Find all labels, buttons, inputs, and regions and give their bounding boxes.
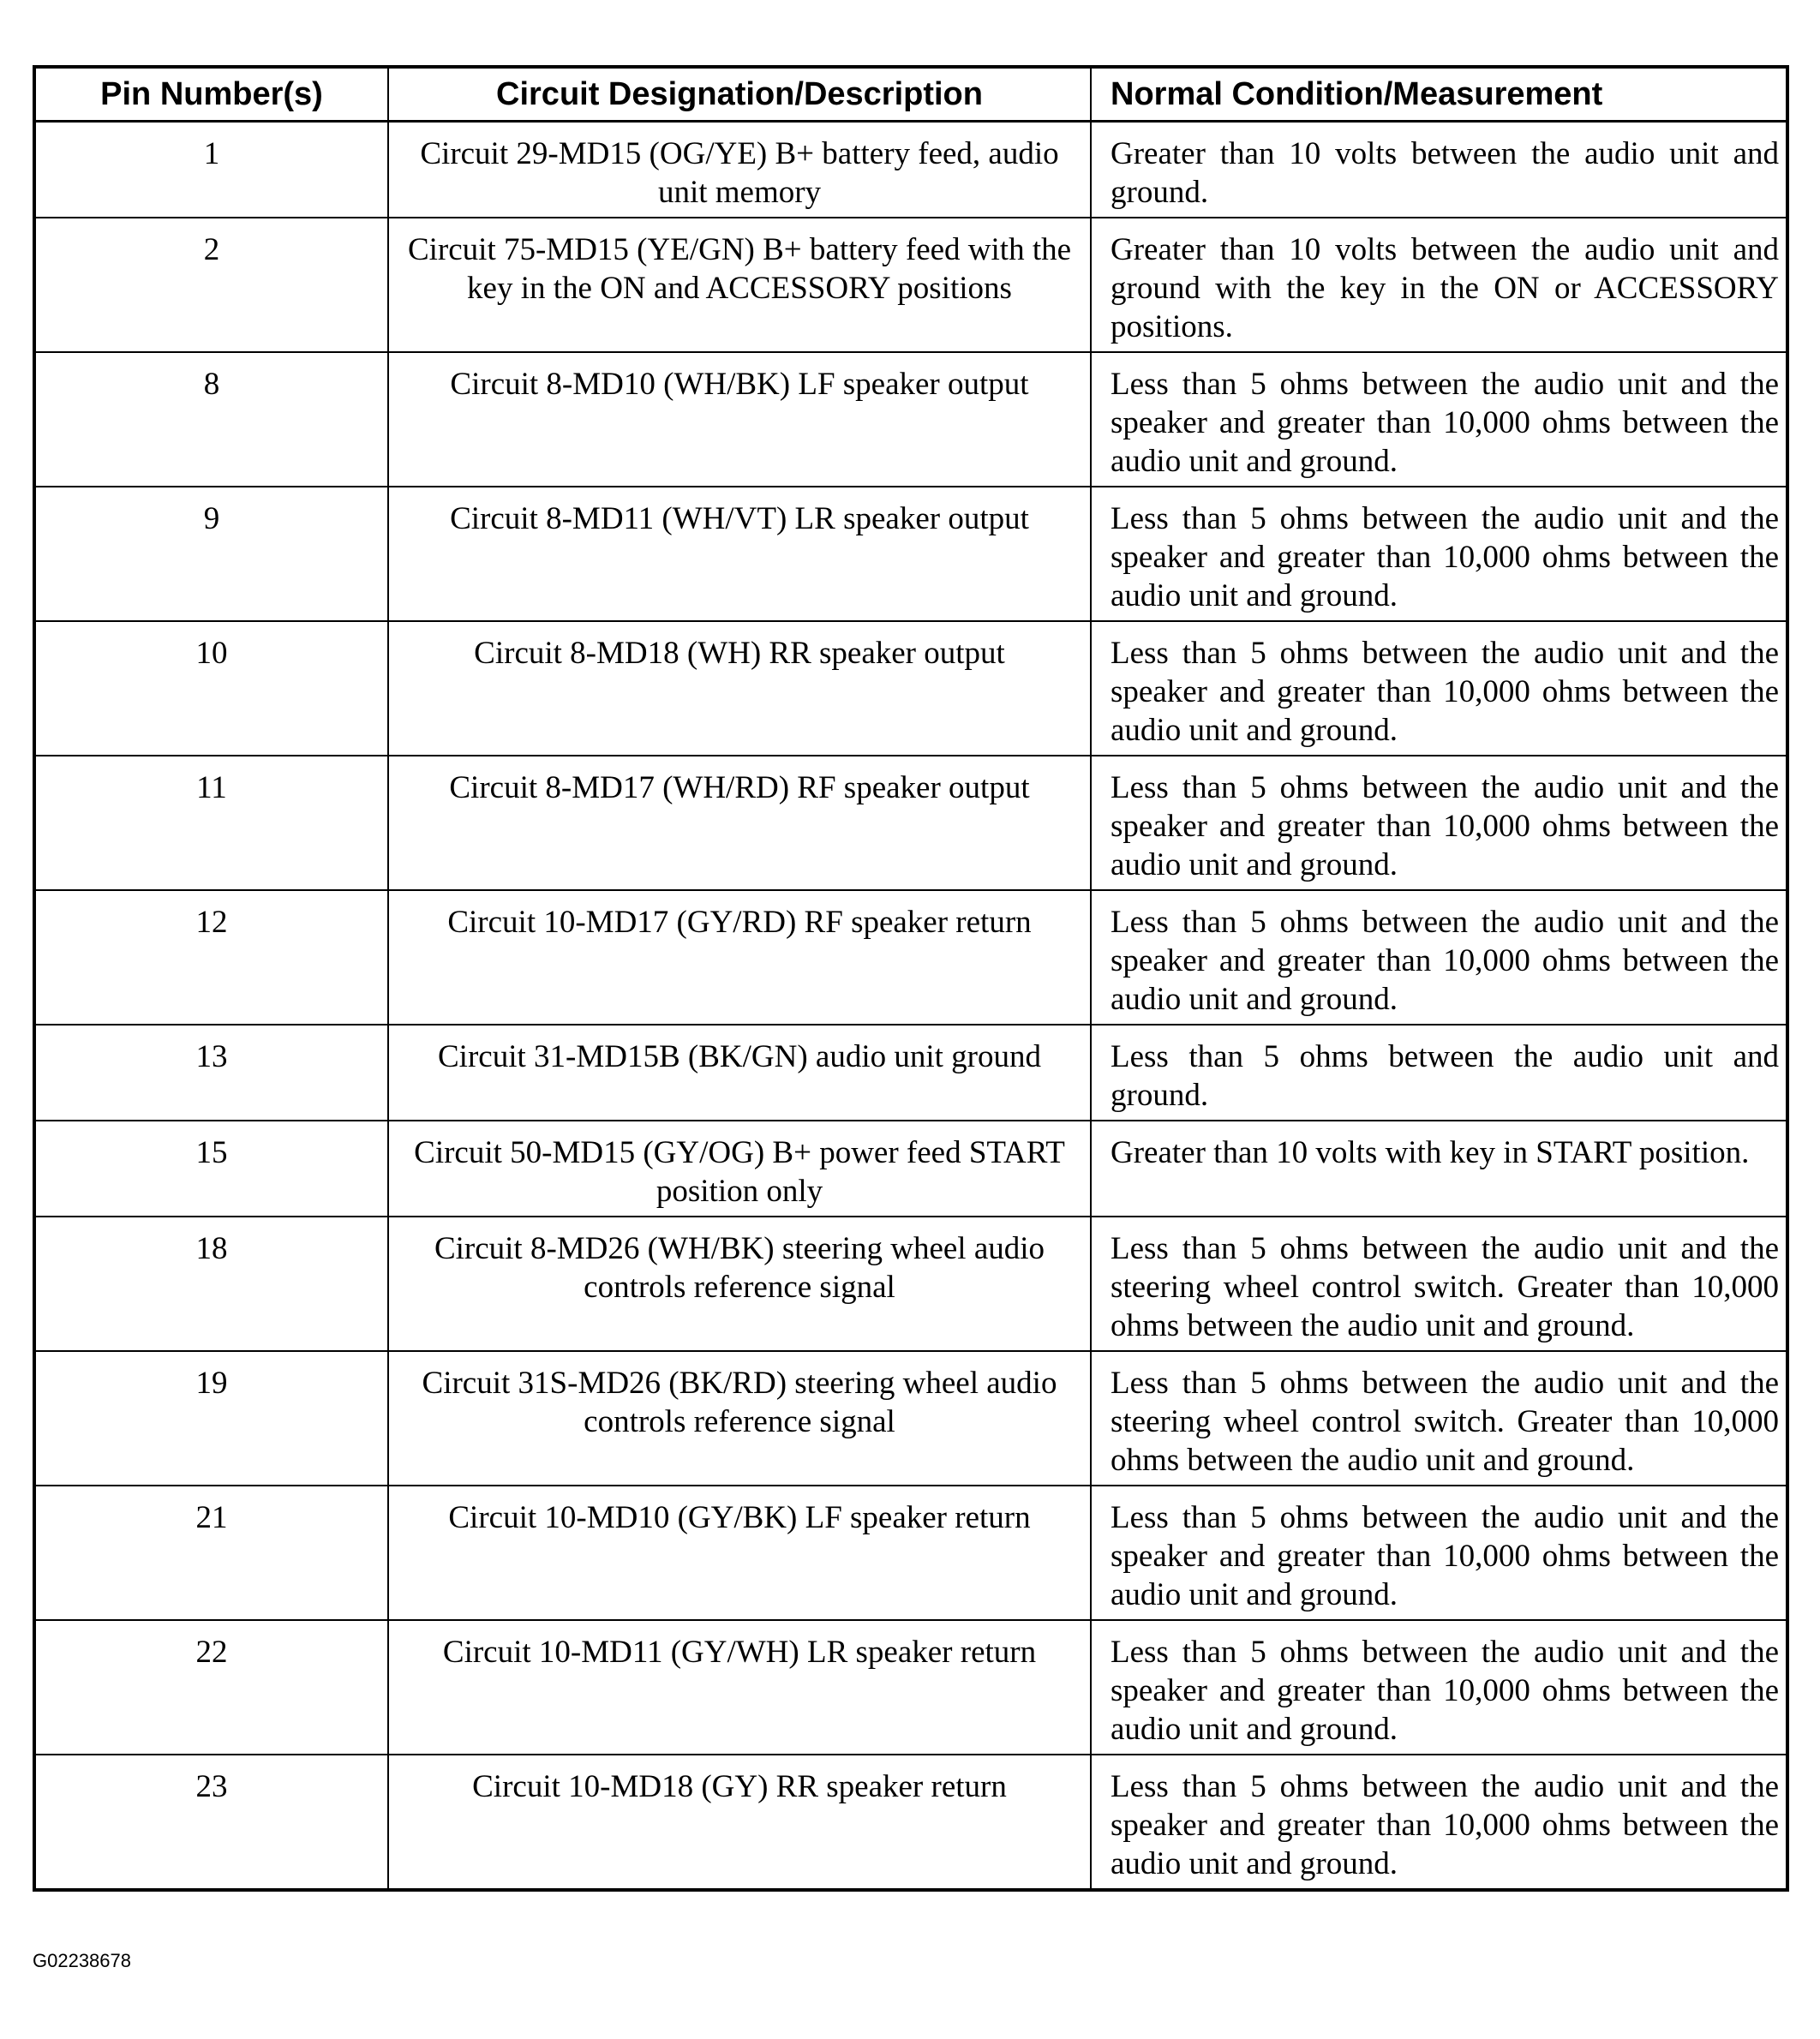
circuit-description-cell: Circuit 8-MD26 (WH/BK) steering wheel audio controls reference signal [388, 1217, 1091, 1351]
table-row [34, 1755, 1787, 1890]
header-pin-numbers: Pin Number(s) [34, 67, 388, 122]
normal-condition-cell: Less than 5 ohms between the audio unit and the speaker and greater than 10,000 ohms between the audio unit and ground. [1091, 890, 1787, 1025]
normal-condition-cell: Less than 5 ohms between the audio unit and the speaker and greater than 10,000 ohms between the audio unit and ground. [1091, 352, 1787, 487]
pin-number-cell: 23 [34, 1755, 388, 1890]
circuit-description-cell: Circuit 10-MD10 (GY/BK) LF speaker return [388, 1486, 1091, 1620]
circuit-description-cell: Circuit 31-MD15B (BK/GN) audio unit ground [388, 1025, 1091, 1121]
pin-table [33, 65, 1789, 1892]
normal-condition-cell: Less than 5 ohms between the audio unit and ground. [1091, 1025, 1787, 1121]
pin-number-cell: 13 [34, 1025, 388, 1121]
table-row [34, 1486, 1787, 1620]
normal-condition-cell: Less than 5 ohms between the audio unit and the steering wheel control switch. Greater than 10,000 ohms between the audio unit and ground. [1091, 1351, 1787, 1486]
normal-condition-cell: Greater than 10 volts between the audio unit and ground with the key in the ON or ACCESSORY positions. [1091, 218, 1787, 352]
circuit-description-cell: Circuit 8-MD10 (WH/BK) LF speaker output [388, 352, 1091, 487]
circuit-description-cell: Circuit 8-MD11 (WH/VT) LR speaker output [388, 487, 1091, 621]
normal-condition-cell: Less than 5 ohms between the audio unit and the speaker and greater than 10,000 ohms between the audio unit and ground. [1091, 487, 1787, 621]
table-row [34, 1217, 1787, 1351]
table-row [34, 218, 1787, 352]
circuit-description-cell: Circuit 29-MD15 (OG/YE) B+ battery feed, audio unit memory [388, 122, 1091, 218]
circuit-description-cell: Circuit 8-MD17 (WH/RD) RF speaker output [388, 756, 1091, 890]
pin-number-cell: 21 [34, 1486, 388, 1620]
table-row [34, 487, 1787, 621]
circuit-description-cell: Circuit 8-MD18 (WH) RR speaker output [388, 621, 1091, 756]
pin-number-cell: 12 [34, 890, 388, 1025]
circuit-description-cell: Circuit 10-MD11 (GY/WH) LR speaker return [388, 1620, 1091, 1755]
pin-number-cell: 9 [34, 487, 388, 621]
table-header [34, 67, 1787, 122]
table-row [34, 890, 1787, 1025]
normal-condition-cell: Less than 5 ohms between the audio unit and the speaker and greater than 10,000 ohms between the audio unit and ground. [1091, 1755, 1787, 1890]
circuit-description-cell: Circuit 10-MD18 (GY) RR speaker return [388, 1755, 1091, 1890]
circuit-description-cell: Circuit 50-MD15 (GY/OG) B+ power feed START position only [388, 1121, 1091, 1217]
normal-condition-cell: Less than 5 ohms between the audio unit and the speaker and greater than 10,000 ohms between the audio unit and ground. [1091, 621, 1787, 756]
circuit-description-cell: Circuit 75-MD15 (YE/GN) B+ battery feed with the key in the ON and ACCESSORY positions [388, 218, 1091, 352]
table-row [34, 756, 1787, 890]
header-circuit-designation: Circuit Designation/Description [388, 67, 1091, 122]
table-row [34, 122, 1787, 218]
table-row [34, 621, 1787, 756]
normal-condition-cell: Less than 5 ohms between the audio unit and the speaker and greater than 10,000 ohms between the audio unit and ground. [1091, 1486, 1787, 1620]
pin-number-cell: 8 [34, 352, 388, 487]
circuit-description-cell: Circuit 10-MD17 (GY/RD) RF speaker return [388, 890, 1091, 1025]
pin-number-cell: 10 [34, 621, 388, 756]
table-row [34, 1121, 1787, 1217]
pin-number-cell: 2 [34, 218, 388, 352]
circuit-description-cell: Circuit 31S-MD26 (BK/RD) steering wheel audio controls reference signal [388, 1351, 1091, 1486]
table-row [34, 1620, 1787, 1755]
normal-condition-cell: Greater than 10 volts between the audio unit and ground. [1091, 122, 1787, 218]
pin-number-cell: 1 [34, 122, 388, 218]
pin-number-cell: 18 [34, 1217, 388, 1351]
header-normal-condition: Normal Condition/Measurement [1091, 67, 1787, 122]
pin-number-cell: 15 [34, 1121, 388, 1217]
table-body [34, 122, 1787, 1891]
normal-condition-cell: Less than 5 ohms between the audio unit and the speaker and greater than 10,000 ohms between the audio unit and ground. [1091, 1620, 1787, 1755]
pin-table-container [33, 65, 1786, 1892]
figure-id: G02238678 [33, 1950, 131, 1971]
table-row [34, 1025, 1787, 1121]
normal-condition-cell: Greater than 10 volts with key in START position. [1091, 1121, 1787, 1217]
normal-condition-cell: Less than 5 ohms between the audio unit and the steering wheel control switch. Greater than 10,000 ohms between the audio unit and ground. [1091, 1217, 1787, 1351]
normal-condition-cell: Less than 5 ohms between the audio unit and the speaker and greater than 10,000 ohms between the audio unit and ground. [1091, 756, 1787, 890]
header-row [34, 67, 1787, 122]
table-row [34, 1351, 1787, 1486]
pin-number-cell: 11 [34, 756, 388, 890]
pin-number-cell: 22 [34, 1620, 388, 1755]
pin-number-cell: 19 [34, 1351, 388, 1486]
table-row [34, 352, 1787, 487]
